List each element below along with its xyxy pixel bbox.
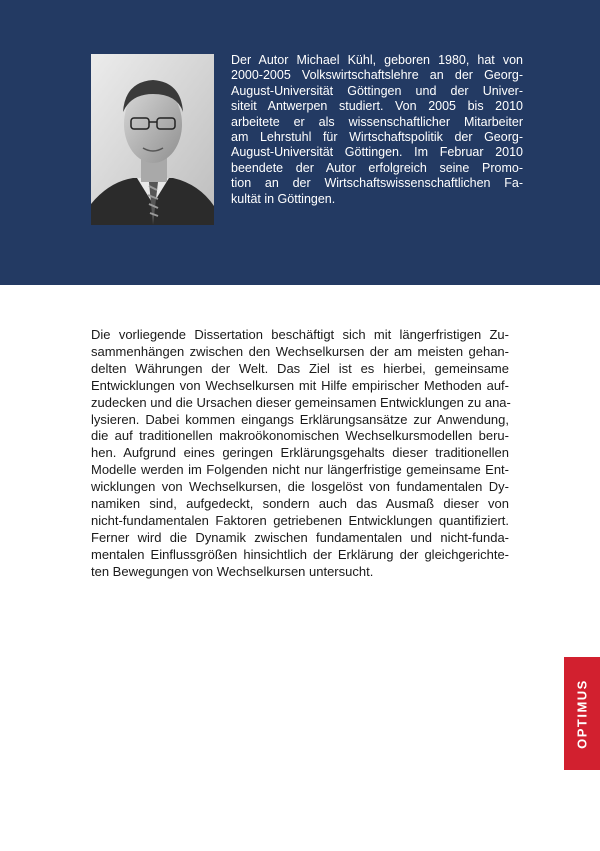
abstract-line: ten Bewegungen von Wechselkursen untersucht. (91, 563, 374, 579)
bio-line: siteit Antwerpen studiert. Von 2005 bis 2010 (231, 99, 523, 114)
abstract-line: lysieren. Dabei kommen eingangs Erklärungsansätze zur Anwendung, (91, 411, 509, 427)
bio-line: Der Autor Michael Kühl, geboren 1980, hat von (231, 53, 523, 67)
book-abstract (91, 327, 509, 581)
author-bio (231, 53, 523, 207)
abstract-line: die auf traditionellen makroökonomischen Wechselkursmodellen beru- (91, 428, 509, 444)
author-photo-illustration (91, 54, 214, 225)
author-portrait (91, 54, 214, 225)
author-band (0, 0, 600, 285)
abstract-line: zudecken und die Ursachen dieser gemeinsamen Entwicklungen zu ana- (91, 394, 511, 410)
publisher-name: OPTIMUS (574, 678, 590, 749)
abstract-line: Entwicklungen von Wechselkursen mit Hilfe empirischer Methoden auf- (91, 377, 509, 393)
abstract-line: wicklungen von Wechselkursen, die losgelöst von fundamentalen Dy- (91, 479, 509, 495)
bio-line: am Lehrstuhl für Wirtschaftspolitik der Georg- (231, 130, 523, 145)
publisher-tab (564, 657, 600, 770)
bio-line: August-Universität Göttingen. Im Februar 2010 (231, 145, 523, 160)
abstract-line: nicht-fundamentalen Faktoren getriebenen Entwicklungen quantifiziert. (91, 512, 509, 528)
abstract-line: mentalen Einflussgrößen hinsichtlich der Erklärung der gleichgerichte- (91, 546, 509, 562)
abstract-line: namiken sind, aufgedeckt, sondern auch das Ausmaß dieser von (91, 496, 509, 512)
bio-line: beendete der Autor erfolgreich seine Promo- (231, 160, 523, 175)
bio-line: tion an der Wirtschaftswissenschaftlichen Fa- (231, 176, 523, 191)
bio-line: August-Universität Göttingen und der Univer- (231, 83, 523, 98)
abstract-line: hen. Aufgrund eines geringen Erklärungsgehalts dieser traditionellen (91, 445, 509, 461)
abstract-line: Modelle werden im Folgenden nicht nur längerfristige gemeinsame Ent- (91, 462, 509, 478)
abstract-line: delten Währungen der Welt. Das Ziel ist es hierbei, gemeinsame (91, 360, 509, 376)
abstract-line: Die vorliegende Dissertation beschäftigt sich mit längerfristigen Zu- (91, 327, 509, 342)
abstract-line: sammenhängen zwischen den Wechselkursen der am meisten gehan- (91, 343, 509, 359)
bio-line: 2000-2005 Volkswirtschaftslehre an der Georg- (231, 68, 523, 83)
bio-line: arbeitete er als wissenschaftlicher Mitarbeiter (231, 114, 523, 129)
bio-line: kultät in Göttingen. (231, 191, 336, 206)
abstract-line: Ferner wird die Dynamik zwischen fundamentalen und nicht-funda- (91, 529, 509, 545)
